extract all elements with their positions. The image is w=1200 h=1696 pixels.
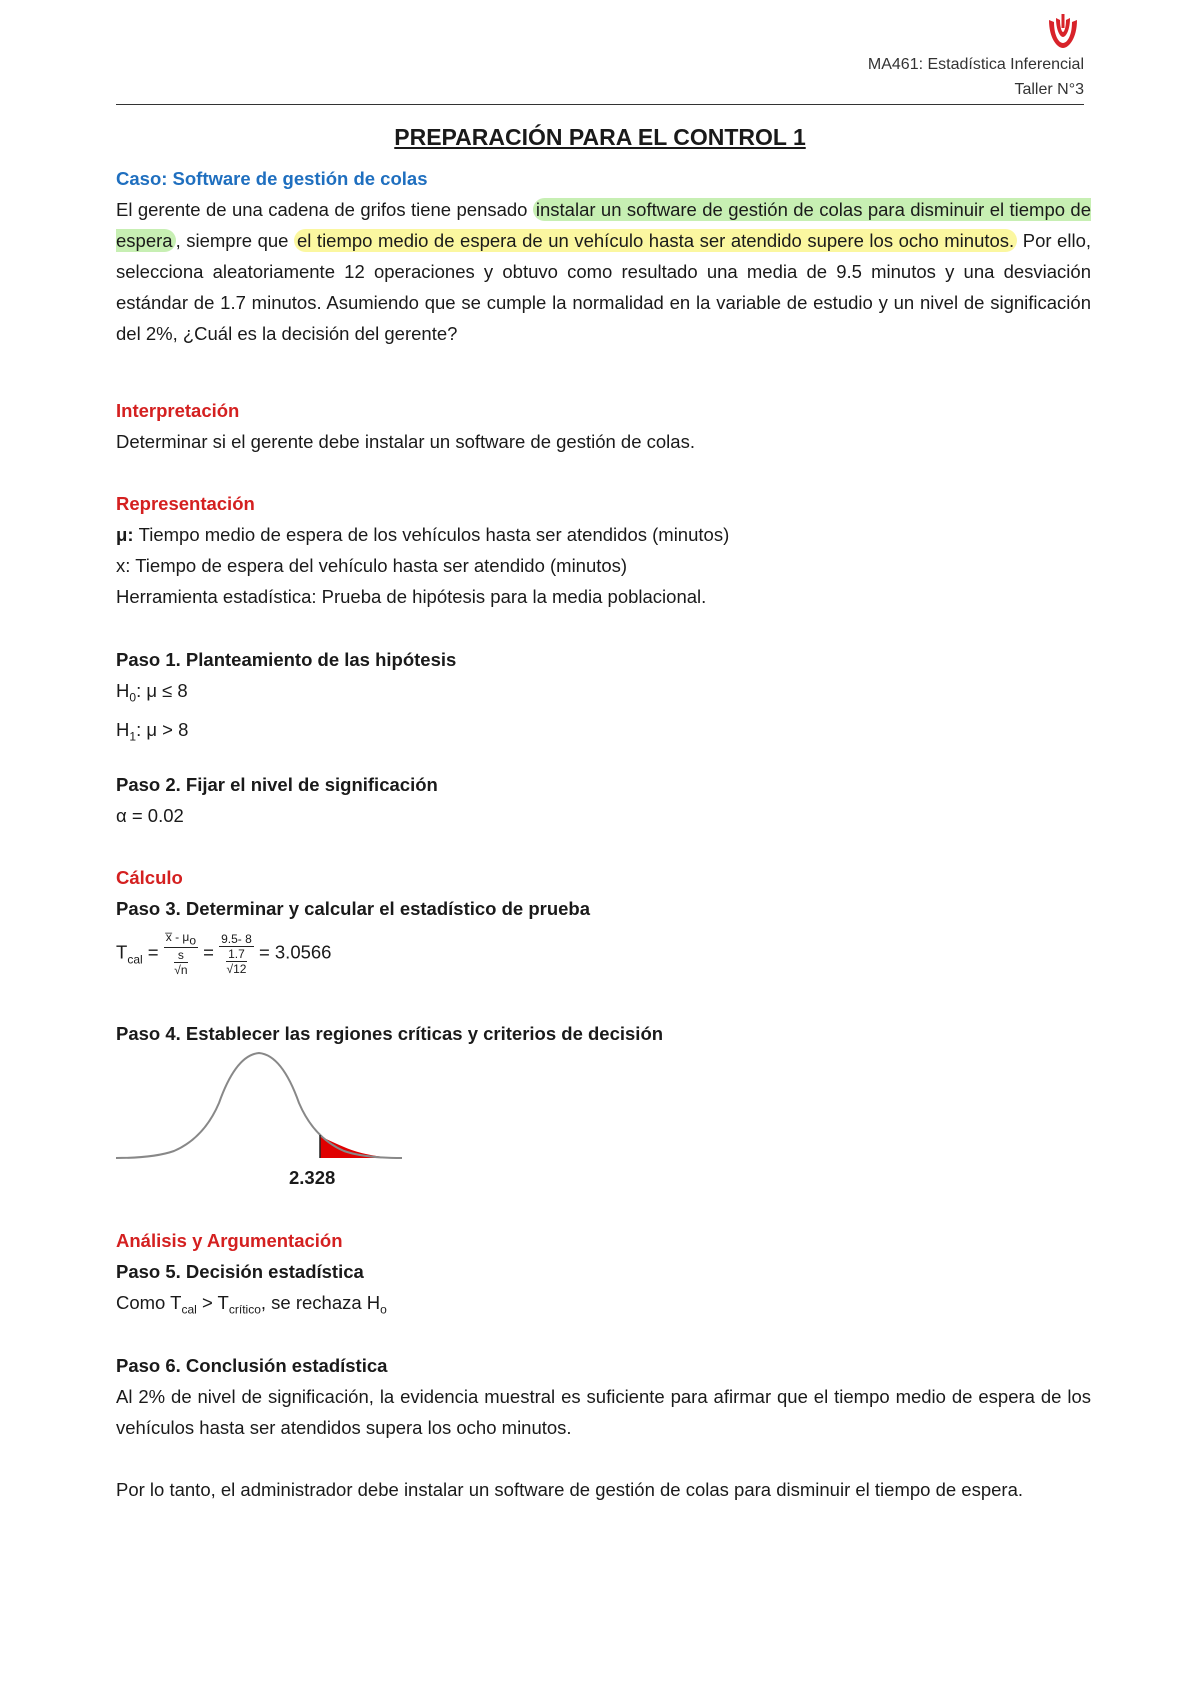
interpretation-heading: Interpretación — [116, 400, 240, 421]
formula-fraction-symbolic: $\frac{x̅ - \mu_o}{\frac{s}{√n}}$ — [165, 930, 197, 978]
statistical-decision: Como $T_{cal} > T_{crítico}$, se rechaza $H_o$ — [116, 1292, 387, 1317]
step5-heading: Paso 5. Decisión estadística — [116, 1261, 364, 1282]
page-title: PREPARACIÓN PARA EL CONTROL 1 — [394, 124, 806, 150]
normal-distribution-curve — [114, 1043, 404, 1173]
mu-definition — [116, 519, 729, 550]
header-workshop: Taller N°3 — [1014, 81, 1084, 98]
representation-heading: Representación — [116, 493, 255, 514]
final-section — [116, 1474, 1091, 1505]
case-section — [116, 163, 1091, 349]
step1-heading: Paso 1. Planteamiento de las hipótesis — [116, 649, 457, 670]
step1-section — [116, 644, 456, 752]
step3-heading: Paso 3. Determinar y calcular el estadístico de prueba — [116, 898, 591, 919]
step4-heading: Paso 4. Establecer las regiones críticas y criterios de decisión — [116, 1023, 664, 1044]
null-hypothesis: $H_0$: μ ≤ 8 — [116, 680, 188, 705]
critical-value-label: 2.328 — [289, 1167, 336, 1188]
header-divider — [116, 104, 1084, 105]
interpretation-section — [116, 395, 695, 457]
calculation-section — [116, 862, 590, 977]
case-heading: Caso: Software de gestión de colas — [116, 168, 428, 189]
upc-logo-icon — [1043, 12, 1083, 52]
alpha-value: α = 0.02 — [116, 805, 184, 826]
case-highlight-yellow: el tiempo medio de espera de un vehículo hasta ser atendido supere los ocho minutos. — [294, 229, 1017, 252]
representation-section — [116, 488, 729, 612]
case-highlight-green: instalar un software de gestión de colas para disminuir el tiempo de espera — [116, 199, 1092, 251]
analysis-heading: Análisis y Argumentación — [116, 1230, 343, 1251]
step2-section — [116, 769, 438, 831]
mu-text: Tiempo medio de espera de los vehículos hasta ser atendidos (minutos) — [133, 524, 730, 545]
statistical-tool: Herramienta estadística: Prueba de hipótesis para la media poblacional. — [116, 586, 707, 607]
conclusion-text: Al 2% de nivel de significación, la evidencia muestral es suficiente para afirmar que el tiempo medio de espera de los vehículos hasta ser atendidos supera los ocho minutos. — [116, 1386, 1091, 1438]
interpretation-text: Determinar si el gerente debe instalar un software de gestión de colas. — [116, 431, 695, 452]
calculation-heading: Cálculo — [116, 867, 183, 888]
final-text: Por lo tanto, el administrador debe instalar un software de gestión de colas para disminuir el tiempo de espera. — [116, 1479, 1024, 1500]
bell-curve-line — [116, 1053, 402, 1158]
step2-heading: Paso 2. Fijar el nivel de significación — [116, 774, 438, 795]
case-paragraph — [116, 194, 1091, 349]
formula-fraction-numeric: $\frac{9.5- 8}{\frac{1.7}{√12}}$ — [221, 931, 252, 976]
test-statistic-formula: $T_{cal}$ = $\frac{x̅ - \mu_o}{\frac{s}{√n}}$ = $\frac{9.5- 8}{\frac{1.7}{√12}}$ = 3.0566 — [116, 930, 332, 978]
analysis-section — [116, 1225, 387, 1326]
statistic-result: 3.0566 — [274, 941, 332, 963]
step6-heading: Paso 6. Conclusión estadística — [116, 1355, 388, 1376]
x-definition: x: Tiempo de espera del vehículo hasta ser atendido (minutos) — [116, 555, 628, 576]
mu-symbol: μ: — [116, 524, 134, 545]
case-text-b: , siempre que — [175, 230, 294, 251]
header-course: MA461: Estadística Inferencial — [867, 56, 1084, 73]
alt-hypothesis: $H_1$: μ > 8 — [116, 718, 189, 744]
step6-section — [116, 1350, 1091, 1443]
case-text-c: Por ello, selecciona aleatoriamente 12 operaciones y obtuvo como resultado una media de 9.5 minutos y una desviación estándar de 1.7 minutos. Asumiendo que se cumple la normalidad en la variable de estudio y un nivel de significación del 2%, ¿Cuál es la decisión del gerente? — [116, 230, 1091, 344]
case-text-a: El gerente de una cadena de grifos tiene pensado — [116, 199, 533, 220]
